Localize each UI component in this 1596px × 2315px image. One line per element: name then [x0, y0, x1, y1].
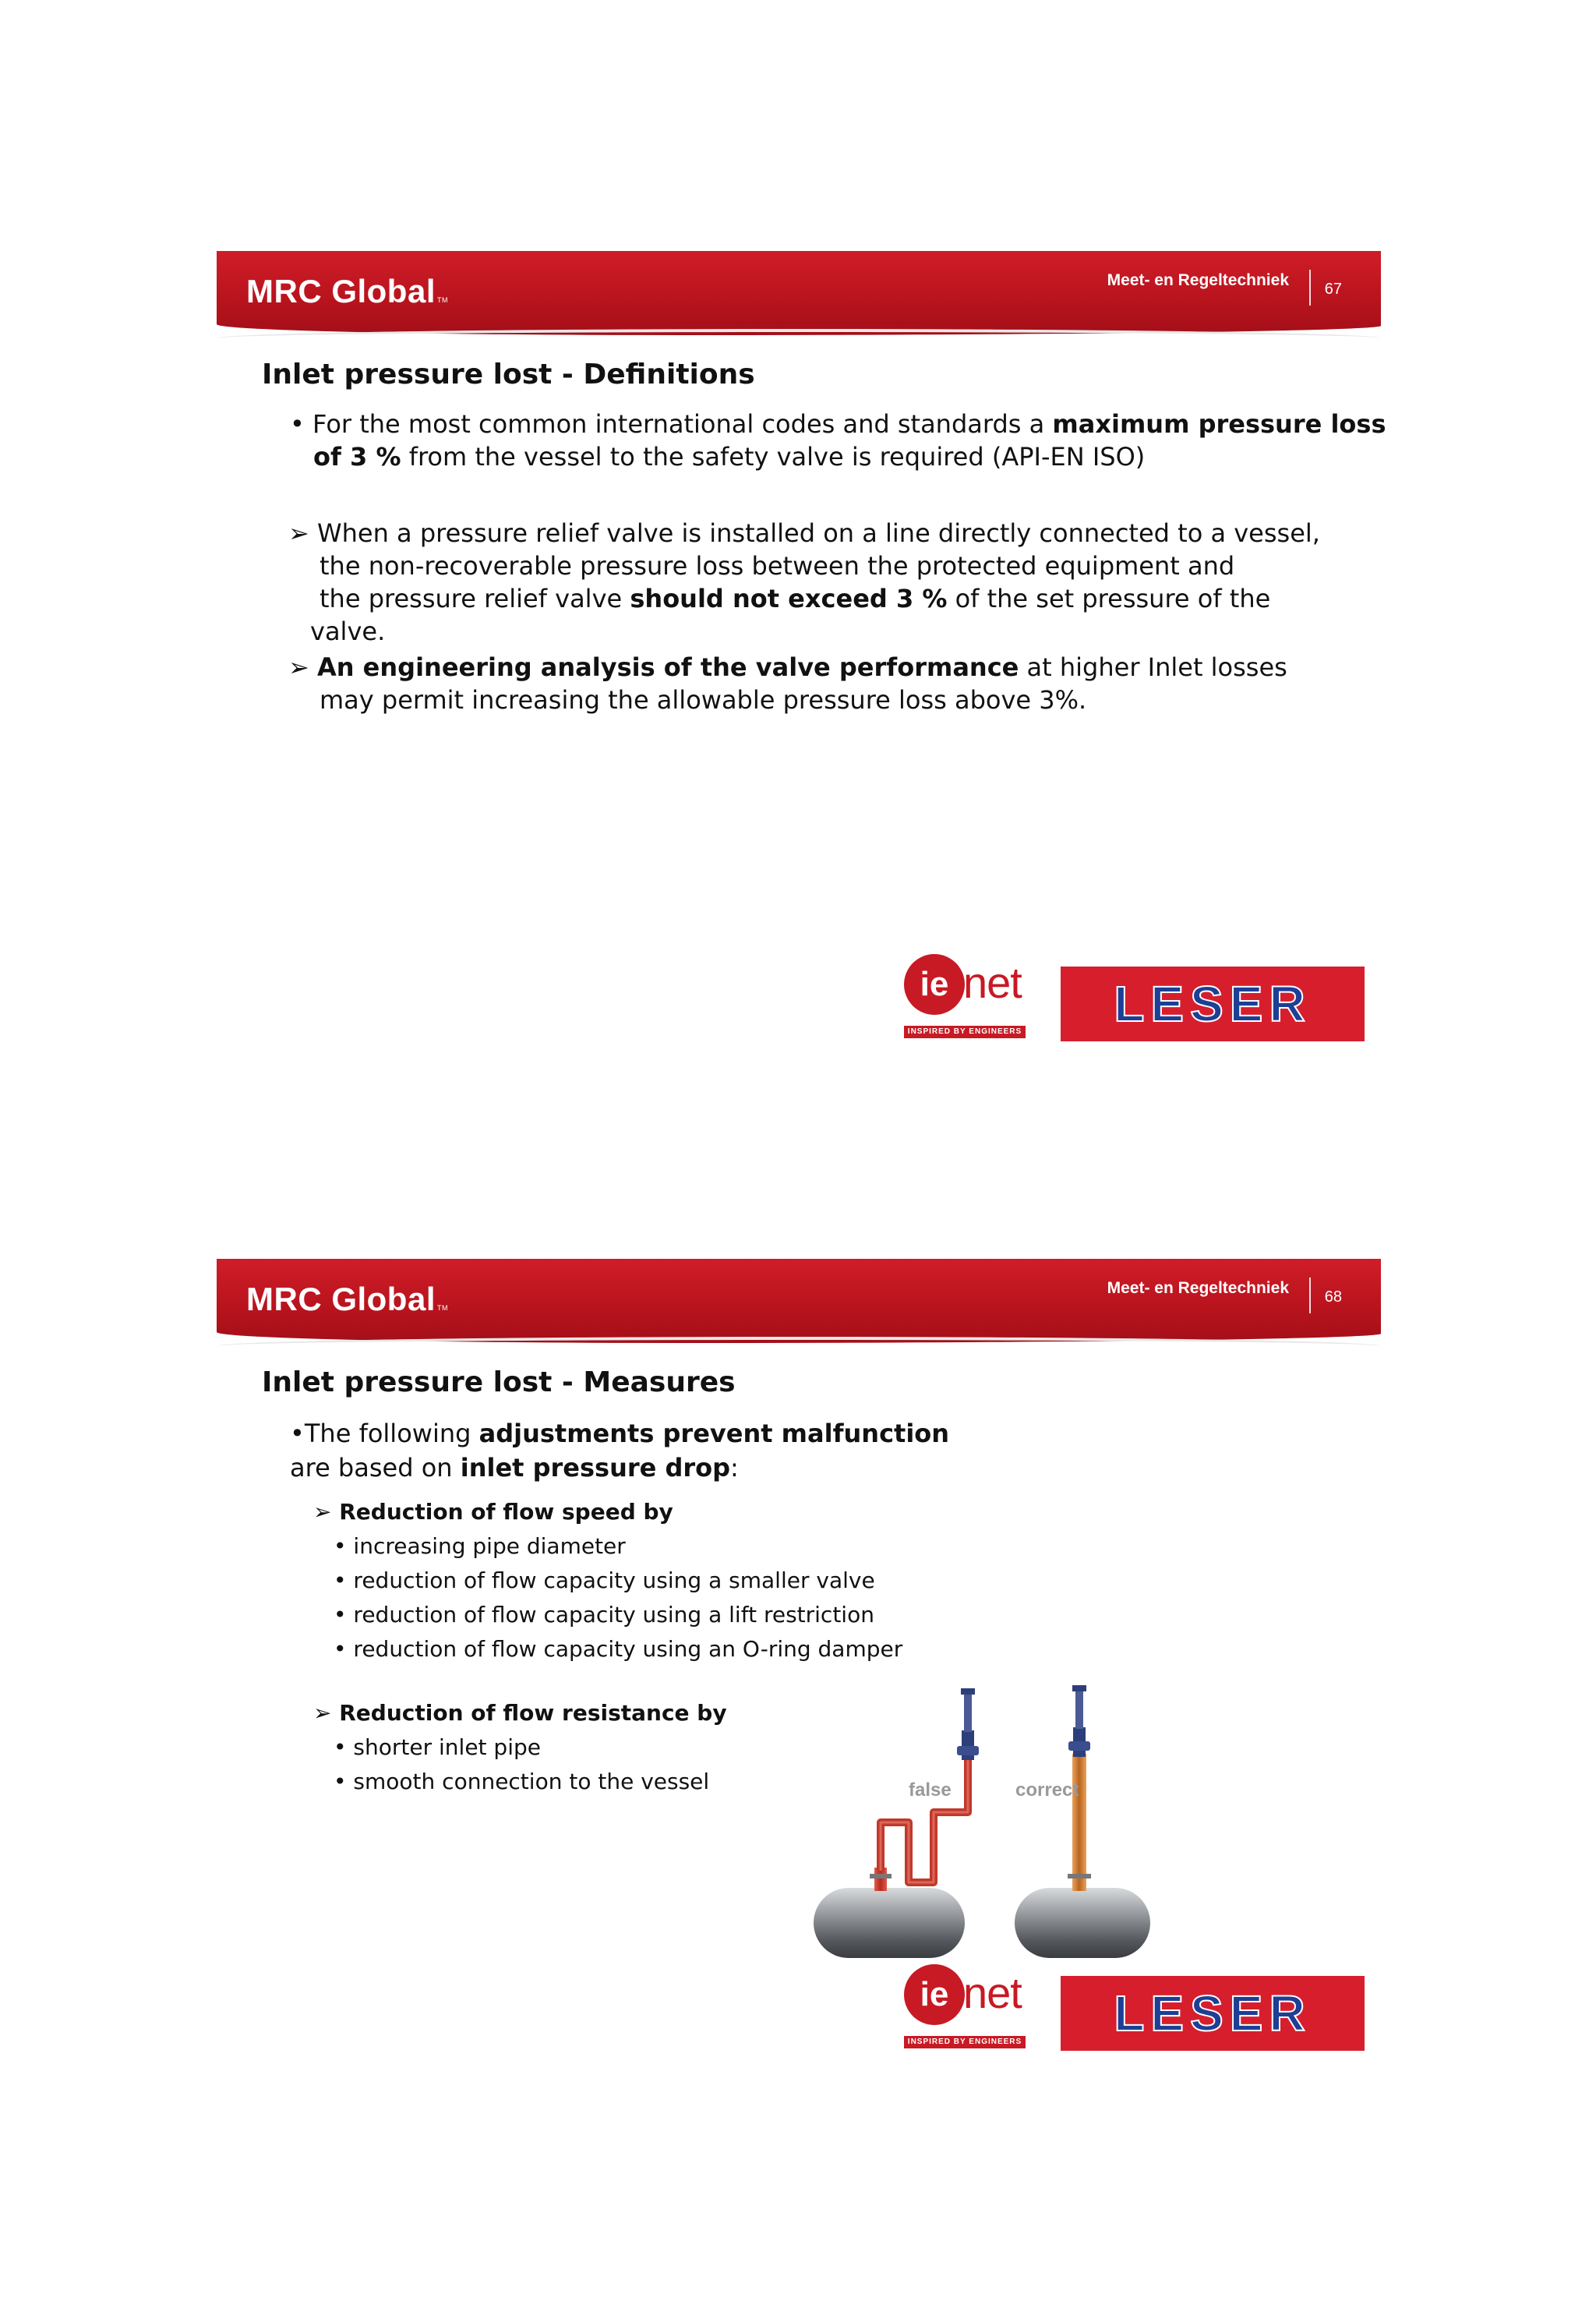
arrow-line: ➢ When a pressure relief valve is installed on a line directly connected to a vessel,: [288, 518, 1320, 548]
leser-logo: LESER: [1061, 1976, 1365, 2051]
list-item: • smooth connection to the vessel: [334, 1769, 710, 1794]
valve-bonnet: [964, 1690, 972, 1732]
list-item: • shorter inlet pipe: [334, 1734, 541, 1760]
slide-68: [217, 1259, 1381, 2077]
header-swoosh: [217, 329, 1381, 349]
arrow-line: may permit increasing the allowable pressure loss above 3%.: [320, 685, 1087, 715]
inlet-pipe-long: [881, 1758, 968, 1882]
arrow-icon: ➢: [313, 1499, 332, 1525]
arrow-icon: ➢: [288, 518, 309, 548]
label-false: false: [909, 1780, 952, 1801]
valve-bonnet: [1075, 1687, 1083, 1729]
ienet-logo: ie net INSPIRED BY ENGINEERS: [904, 1964, 1036, 2050]
section-label: Meet- en Regeltechniek: [1107, 1279, 1289, 1297]
arrow-icon: ➢: [313, 1700, 332, 1726]
group-heading: ➢ Reduction of flow speed by: [313, 1499, 673, 1525]
slide-title: Inlet pressure lost - Measures: [262, 1366, 736, 1398]
intro-line: •The following adjustments prevent malfunction: [290, 1419, 950, 1448]
mrc-global-logo: MRC Global TM: [246, 1281, 448, 1317]
slide-title: Inlet pressure lost - Definitions: [262, 359, 755, 391]
vessel-shape: [1015, 1888, 1150, 1958]
nozzle: [874, 1868, 887, 1891]
arrow-icon: ➢: [288, 652, 309, 682]
header-divider: [1309, 1278, 1311, 1313]
list-item: • reduction of flow capacity using a lift restriction: [334, 1602, 874, 1628]
header-divider: [1309, 270, 1311, 306]
intro-line: are based on inlet pressure drop:: [290, 1453, 739, 1483]
slide-67: [217, 251, 1386, 1069]
arrow-line: valve.: [310, 617, 386, 646]
list-item: • reduction of flow capacity using an O-ring damper: [334, 1636, 903, 1662]
mrc-global-logo: MRC Global TM: [246, 273, 448, 309]
page-number: 68: [1324, 1288, 1342, 1306]
bullet-line: of 3 % from the vessel to the safety valve is required (API-EN ISO): [313, 442, 1146, 472]
label-correct: correct: [1015, 1780, 1079, 1801]
leser-logo: LESER: [1061, 967, 1365, 1041]
valve-connection-diagram: [809, 1684, 1167, 1980]
arrow-line: the pressure relief valve should not exceed 3 % of the set pressure of the: [320, 584, 1271, 613]
bullet-line: • For the most common international codes and standards a maximum pressure loss: [290, 409, 1386, 439]
vessel-shape: [814, 1888, 965, 1958]
valve-body: [962, 1730, 974, 1760]
inlet-pipe-short: [1072, 1754, 1086, 1891]
correct-setup: [1015, 1685, 1150, 1958]
slide-header: [217, 251, 1381, 335]
list-item: • increasing pipe diameter: [334, 1533, 626, 1559]
section-label: Meet- en Regeltechniek: [1107, 271, 1289, 289]
flange: [870, 1874, 892, 1879]
slide-header: [217, 1259, 1381, 1343]
list-item: • reduction of flow capacity using a smaller valve: [334, 1567, 875, 1593]
arrow-line: the non-recoverable pressure loss between the protected equipment and: [320, 551, 1235, 581]
page-number: 67: [1324, 281, 1342, 298]
flange: [1068, 1874, 1091, 1879]
ienet-logo: ie net INSPIRED BY ENGINEERS: [904, 954, 1036, 1040]
arrow-line: ➢ An engineering analysis of the valve performance at higher Inlet losses: [288, 652, 1287, 682]
group-heading: ➢ Reduction of flow resistance by: [313, 1700, 727, 1726]
header-swoosh: [217, 1337, 1381, 1357]
false-setup: [814, 1688, 979, 1958]
